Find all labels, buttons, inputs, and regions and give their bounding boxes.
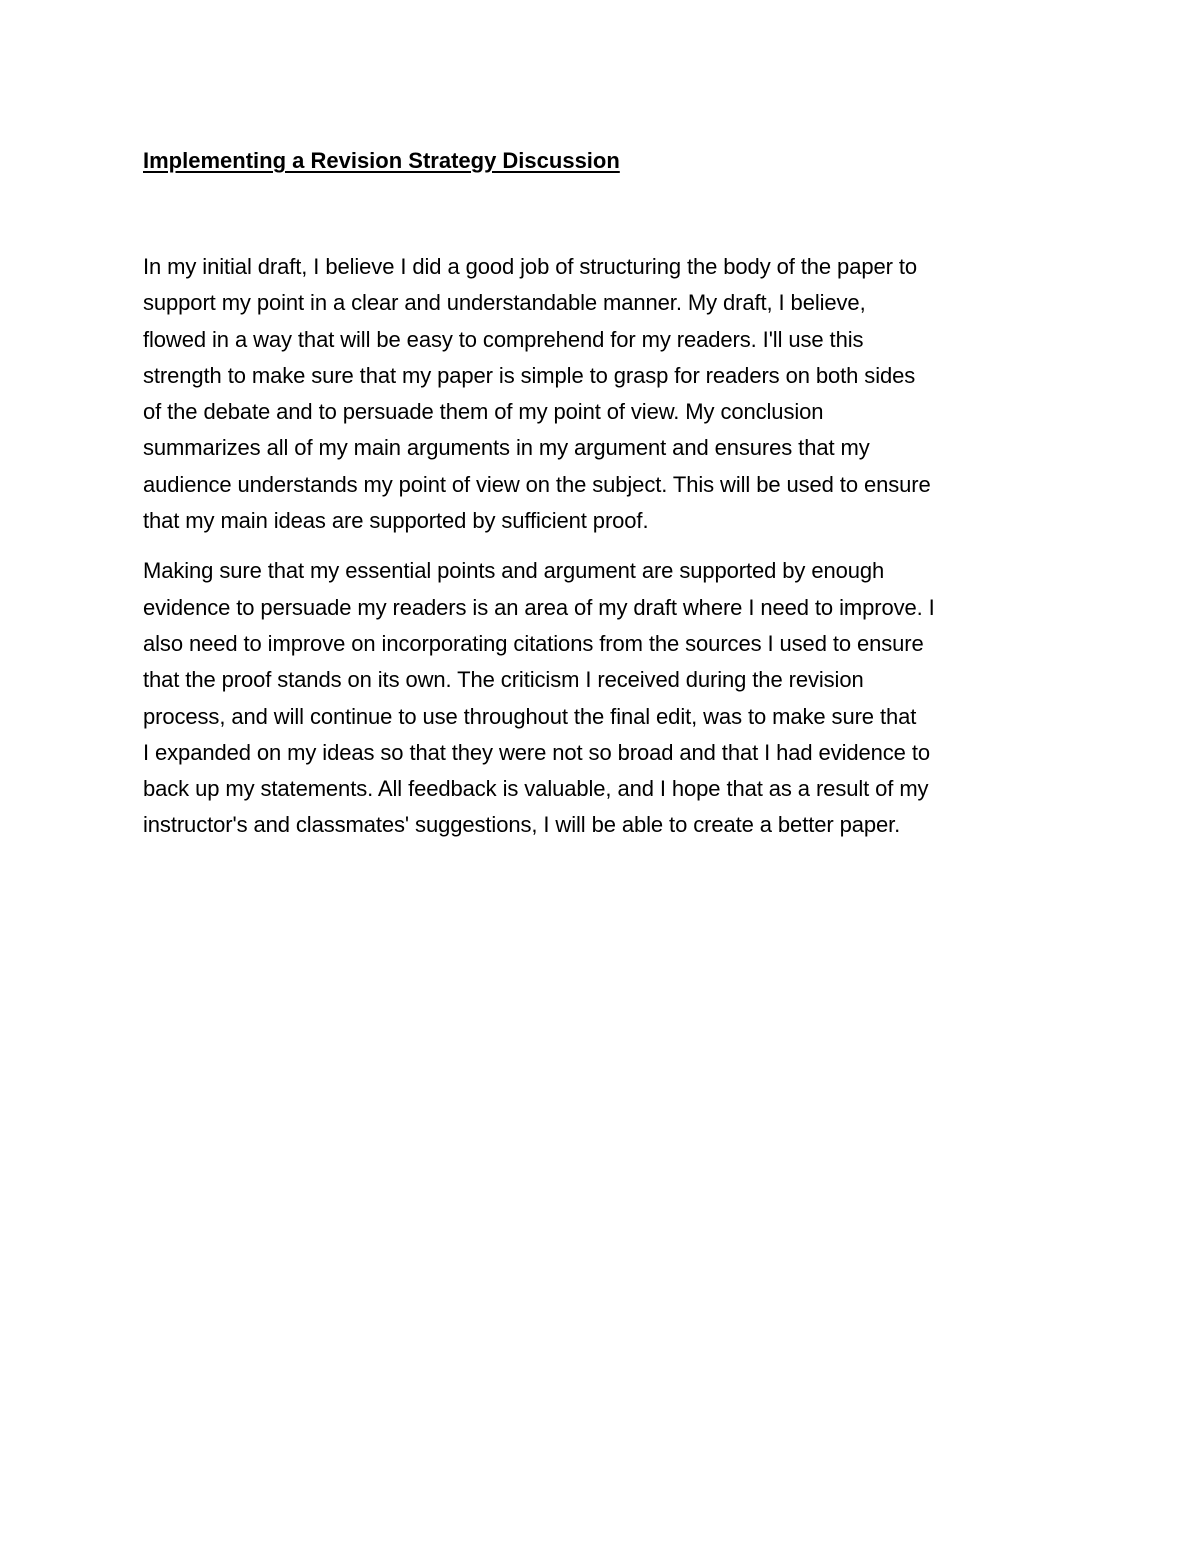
paragraph-2	[143, 553, 1063, 843]
paragraph-line: summarizes all of my main arguments in my argument and ensures that my	[143, 435, 870, 461]
paragraph-line: strength to make sure that my paper is simple to grasp for readers on both sides	[143, 362, 916, 388]
paragraph-1	[143, 249, 1063, 539]
paragraph-line: instructor's and classmates' suggestions, I will be able to create a better paper.	[143, 812, 901, 838]
paragraph-line: process, and will continue to use throughout the final edit, was to make sure that	[143, 703, 917, 729]
paragraph-line: that the proof stands on its own. The criticism I received during the revision	[143, 667, 864, 693]
document-body	[143, 143, 1063, 858]
paragraph-line: of the debate and to persuade them of my point of view. My conclusion	[143, 399, 824, 425]
document-title: Implementing a Revision Strategy Discussion	[143, 148, 620, 173]
paragraph-line: audience understands my point of view on the subject. This will be used to ensure	[143, 471, 931, 497]
paragraph-line: flowed in a way that will be easy to comprehend for my readers. I'll use this	[143, 326, 864, 352]
paragraph-line: evidence to persuade my readers is an area of my draft where I need to improve. I	[143, 594, 935, 620]
paragraph-line: also need to improve on incorporating citations from the sources I used to ensure	[143, 630, 924, 656]
paragraph-line: that my main ideas are supported by sufficient proof.	[143, 508, 649, 534]
paragraph-line: In my initial draft, I believe I did a good job of structuring the body of the paper to	[143, 254, 917, 279]
paragraph-line: I expanded on my ideas so that they were not so broad and that I had evidence to	[143, 739, 930, 765]
paragraph-line: support my point in a clear and understandable manner. My draft, I believe,	[143, 290, 866, 316]
paragraph-line: Making sure that my essential points and argument are supported by enough	[143, 558, 885, 584]
paragraph-line: back up my statements. All feedback is valuable, and I hope that as a result of my	[143, 776, 929, 802]
